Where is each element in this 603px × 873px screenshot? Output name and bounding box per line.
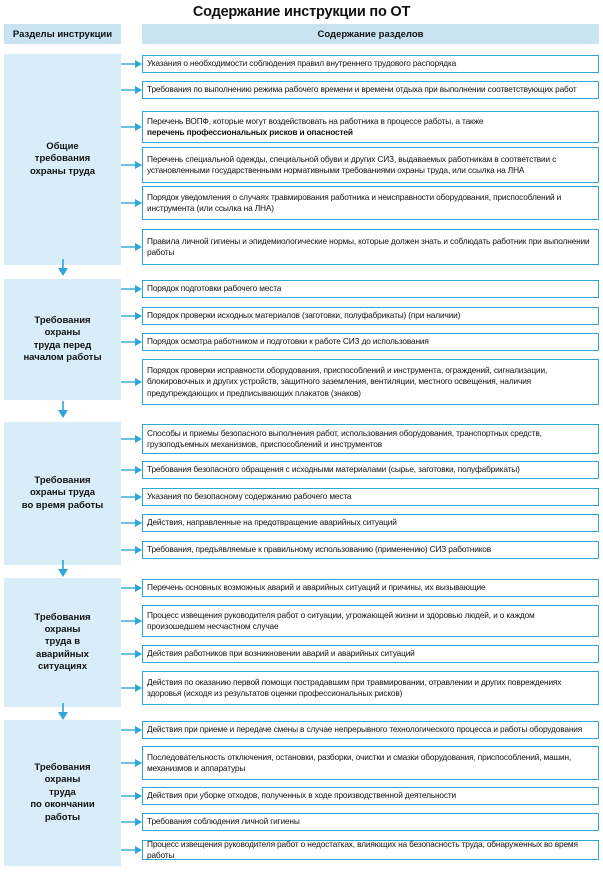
connector-arrow-icon bbox=[121, 650, 142, 658]
item-text bbox=[147, 336, 429, 347]
connector-arrow-icon bbox=[121, 759, 142, 767]
connector-arrow-icon bbox=[121, 338, 142, 346]
item-text-main: Процесс извещения руководителя работ о недостатках, влияющих на безопасность труда, обнаруженных во время работы bbox=[147, 838, 578, 860]
connector-arrow-icon bbox=[121, 161, 142, 169]
section-1-label bbox=[4, 54, 121, 265]
item-text bbox=[147, 517, 397, 528]
item-text bbox=[147, 544, 491, 555]
connector-arrow-icon bbox=[121, 435, 142, 443]
section-label-line: труда bbox=[49, 786, 76, 798]
section-3-label bbox=[4, 422, 121, 565]
section-label-line: труда перед bbox=[33, 339, 92, 351]
item-text-main: Процесс извещения руководителя работ о ситуации, угрожающей жизни и здоровью людей, и о каждом произошедшем несчастном случае bbox=[147, 609, 535, 631]
section-3-item bbox=[142, 541, 599, 559]
section-label-line: Требования охраны bbox=[34, 611, 91, 635]
connector-arrow-icon bbox=[121, 846, 142, 854]
connector-arrow-icon bbox=[121, 726, 142, 734]
section-label-line: по окончании работы bbox=[30, 799, 95, 823]
item-text-main: Требования по выполнению режима рабочего времени и времени отдыха при выполнении соответствующих работ bbox=[147, 84, 577, 95]
section-3-item bbox=[142, 461, 599, 479]
item-text bbox=[147, 648, 415, 659]
item-text bbox=[147, 116, 483, 139]
section-1-item bbox=[142, 55, 599, 73]
header-contents: Содержание разделов bbox=[142, 24, 599, 44]
item-text bbox=[147, 84, 577, 95]
section-label-line: Требования охраны bbox=[34, 314, 91, 339]
item-text-main: Перечень специальной одежды, специальной обуви и других СИЗ, выдаваемых работникам в соответствии с установленными государственными нормативными требованиями охраны труда, или ссылка на ЛНА bbox=[147, 153, 557, 175]
section-1-item bbox=[142, 229, 599, 265]
section-3-item bbox=[142, 488, 599, 506]
section-4-item bbox=[142, 645, 599, 663]
item-text bbox=[147, 752, 594, 775]
section-3-item bbox=[142, 514, 599, 532]
section-4-item bbox=[142, 605, 599, 637]
connector-arrow-icon bbox=[121, 493, 142, 501]
item-text bbox=[147, 192, 594, 215]
item-text-main: Требования безопасного обращения с исходными материалами (сырье, заготовки, полуфабрикаты) bbox=[147, 464, 520, 475]
item-text bbox=[147, 677, 594, 700]
connector-arrow-icon bbox=[121, 546, 142, 554]
item-text-main: Указания о необходимости соблюдения правил внутреннего трудового распорядка bbox=[147, 58, 457, 69]
section-4-label bbox=[4, 578, 121, 707]
item-text bbox=[147, 365, 594, 399]
connector-arrow-icon bbox=[121, 243, 142, 251]
item-text-main: Перечень основных возможных аварий и аварийных ситуаций и причины, их вызывающие bbox=[147, 582, 486, 593]
down-arrow-icon bbox=[57, 259, 69, 276]
down-arrow-icon bbox=[57, 560, 69, 577]
section-1-item bbox=[142, 147, 599, 183]
section-5-item bbox=[142, 746, 599, 780]
item-text-main: Способы и приемы безопасного выполнения работ, использования оборудования, транспортных средств, грузоподъемных механизмов, приспособлений и инструментов bbox=[147, 427, 542, 449]
connector-arrow-icon bbox=[121, 285, 142, 293]
item-text-main: Требования соблюдения личной гигиены bbox=[147, 816, 300, 827]
connector-arrow-icon bbox=[121, 684, 142, 692]
item-text-main: Порядок проверки исходных материалов (заготовки, полуфабрикаты) (при наличии) bbox=[147, 310, 461, 321]
down-arrow-icon bbox=[57, 703, 69, 720]
section-2-item bbox=[142, 280, 599, 298]
item-text bbox=[147, 839, 594, 862]
section-1-item bbox=[142, 186, 599, 220]
connector-arrow-icon bbox=[121, 378, 142, 386]
connector-arrow-icon bbox=[121, 86, 142, 94]
down-arrow-icon bbox=[57, 401, 69, 418]
section-label-line: охраны труда bbox=[29, 487, 96, 499]
section-label-line: во время работы bbox=[21, 499, 104, 511]
item-text bbox=[147, 464, 520, 475]
section-label-line: началом работы bbox=[23, 351, 102, 363]
section-5-item bbox=[142, 721, 599, 739]
item-text-main: Порядок проверки исправности оборудования, приспособлений и инструмента, ограждений, сигнализации, блокировочных и других устройств, защитного заземления, вентиляции, местного освещения, наличия предупреждающих и предписывающих плакатов (знаков) bbox=[147, 364, 548, 398]
connector-arrow-icon bbox=[121, 312, 142, 320]
section-4-item bbox=[142, 671, 599, 705]
connector-arrow-icon bbox=[121, 818, 142, 826]
connector-arrow-icon bbox=[121, 584, 142, 592]
item-text bbox=[147, 236, 594, 259]
item-text-main: Правила личной гигиены и эпидемиологические нормы, которые должен знать и соблюдать работник при выполнении работы bbox=[147, 235, 590, 257]
section-1-item bbox=[142, 111, 599, 143]
section-label-line: охраны труда bbox=[29, 165, 96, 177]
item-text bbox=[147, 816, 300, 827]
section-label-line: труда в аварийных bbox=[36, 636, 89, 660]
item-text bbox=[147, 724, 582, 735]
item-text bbox=[147, 582, 485, 593]
item-text-main: Действия по оказанию первой помощи пострадавшим при травмировании, отравлении и других повреждениях здоровья (исходя из результатов оценки профессиональных рисков) bbox=[147, 676, 562, 698]
item-text-main: Действия при уборке отходов, полученных в ходе производственной деятельности bbox=[147, 790, 457, 801]
connector-arrow-icon bbox=[121, 199, 142, 207]
item-text-main: Порядок осмотра работником и подготовки к работе СИЗ до использования bbox=[147, 336, 429, 347]
item-text-main: Порядок уведомления о случаях травмирования работника и неисправности оборудования, приспособлений и инструмента (или ссылка на ЛНА) bbox=[147, 191, 562, 213]
section-label-line: Требования охраны bbox=[34, 762, 91, 786]
connector-arrow-icon bbox=[121, 519, 142, 527]
section-2-item bbox=[142, 307, 599, 325]
item-text bbox=[147, 491, 351, 502]
item-text bbox=[147, 610, 594, 633]
item-text bbox=[147, 154, 594, 177]
item-text-main: Последовательность отключения, остановки, разборки, очистки и смазки оборудования, приспособлений, машин, механизмов и аппаратуры bbox=[147, 751, 572, 773]
item-text bbox=[147, 790, 456, 801]
connector-arrow-icon bbox=[121, 792, 142, 800]
connector-arrow-icon bbox=[121, 60, 142, 68]
item-text bbox=[147, 58, 456, 69]
section-5-item bbox=[142, 787, 599, 805]
connector-arrow-icon bbox=[121, 617, 142, 625]
item-text-main: Требования, предъявляемые к правильному использованию (применению) СИЗ работников bbox=[147, 544, 491, 555]
section-2-item bbox=[142, 359, 599, 405]
section-label-line: Требования bbox=[34, 474, 91, 486]
item-text-main: Перечень ВОПФ, которые могут воздействовать на работника в процессе работы, а также bbox=[147, 115, 484, 126]
section-3-item bbox=[142, 424, 599, 454]
page-title: Содержание инструкции по ОТ bbox=[192, 4, 411, 20]
item-text-main: Порядок подготовки рабочего места bbox=[147, 283, 282, 294]
item-text bbox=[147, 310, 460, 321]
connector-arrow-icon bbox=[121, 123, 142, 131]
item-text-main: Действия работников при возникновении аварий и аварийных ситуаций bbox=[147, 648, 415, 659]
section-4-item bbox=[142, 579, 599, 597]
section-2-label bbox=[4, 279, 121, 400]
item-text bbox=[147, 428, 594, 451]
section-5-label bbox=[4, 720, 121, 866]
section-1-item bbox=[142, 81, 599, 99]
section-label-line: ситуациях bbox=[38, 661, 87, 673]
item-text-bold: перечень профессиональных рисков и опасностей bbox=[147, 127, 353, 137]
connector-arrow-icon bbox=[121, 466, 142, 474]
section-label-line: Общие требования bbox=[34, 140, 91, 165]
section-2-item bbox=[142, 333, 599, 351]
section-5-item bbox=[142, 840, 599, 860]
item-text-main: Действия при приеме и передаче смены в случае непрерывного технологического процесса и работы оборудования bbox=[147, 724, 583, 735]
item-text bbox=[147, 283, 281, 294]
section-5-item bbox=[142, 813, 599, 831]
header-sections: Разделы инструкции bbox=[4, 24, 121, 44]
item-text-main: Действия, направленные на предотвращение аварийных ситуаций bbox=[147, 517, 397, 528]
item-text-main: Указания по безопасному содержанию рабочего места bbox=[147, 491, 352, 502]
